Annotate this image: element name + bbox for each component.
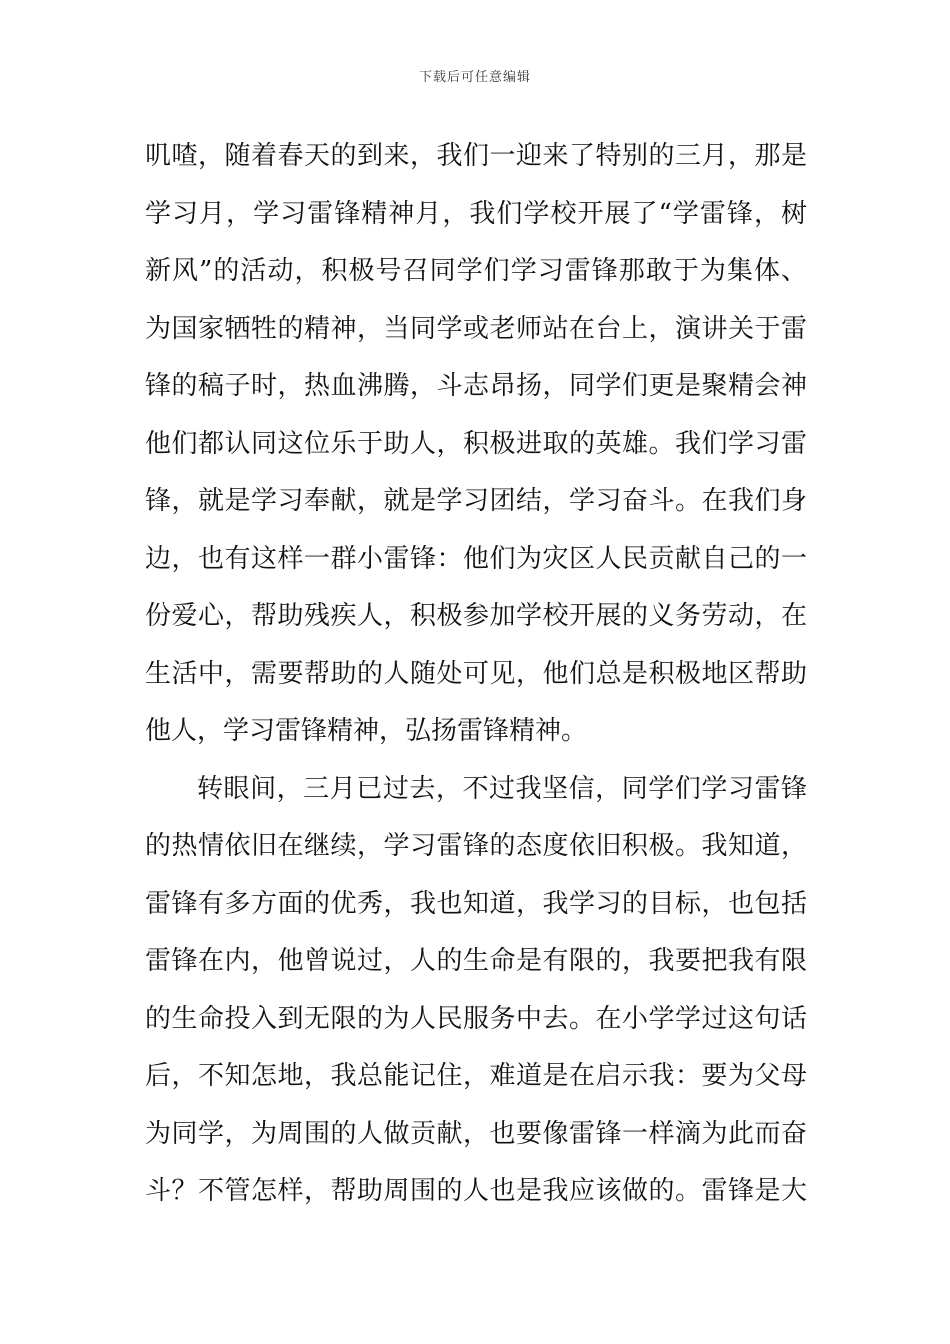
document-body	[145, 128, 807, 1221]
paragraph-1	[145, 128, 807, 761]
text-line: 份爱心，帮助残疾人，积极参加学校开展的义务劳动，在	[145, 601, 807, 631]
text-line: 锋，就是学习奉献，就是学习团结，学习奋斗。在我们身	[145, 486, 807, 516]
text-line: 为同学，为周围的人做贡献，也要像雷锋一样滴为此而奋	[145, 1118, 807, 1149]
text-line: 雷锋在内，他曾说过，人的生命是有限的，我要把我有限	[145, 946, 807, 976]
text-line: 他人，学习雷锋精神，弘扬雷锋精神。	[145, 716, 588, 746]
text-line: 锋的稿子时，热血沸腾，斗志昂扬，同学们更是聚精会神	[145, 371, 807, 401]
text-line: 他们都认同这位乐于助人，积极进取的英雄。我们学习雷	[145, 428, 807, 459]
text-line: 生活中，需要帮助的人随处可见，他们总是积极地区帮助	[145, 658, 807, 689]
text-line: 叽喳，随着春天的到来，我们一迎来了特别的三月，那是	[145, 141, 807, 171]
paragraph-2	[145, 761, 807, 1221]
text-line: 后，不知怎地，我总能记住，难道是在启示我：要为父母	[145, 1061, 807, 1091]
text-line: 的生命投入到无限的为人民服务中去。在小学学过这句话	[145, 1003, 807, 1034]
text-line: 边，也有这样一群小雷锋：他们为灾区人民贡献自己的一	[145, 543, 807, 574]
page-header: 下载后可任意编辑	[418, 70, 531, 85]
text-line: 的热情依旧在继续，学习雷锋的态度依旧积极。我知道，	[145, 831, 807, 861]
text-line: 为国家牺牲的精神，当同学或老师站在台上，演讲关于雷	[145, 313, 807, 344]
text-line: 新风”的活动，积极号召同学们学习雷锋那敢于为集体、	[145, 256, 807, 286]
text-line: 学习月，学习雷锋精神月，我们学校开展了“学雷锋，树	[145, 198, 807, 229]
text-line: 斗？不管怎样，帮助周围的人也是我应该做的。雷锋是大	[145, 1176, 807, 1206]
text-line: 转眼间，三月已过去，不过我坚信，同学们学习雷锋	[197, 773, 807, 804]
text-line: 雷锋有多方面的优秀，我也知道，我学习的目标，也包括	[145, 888, 807, 919]
